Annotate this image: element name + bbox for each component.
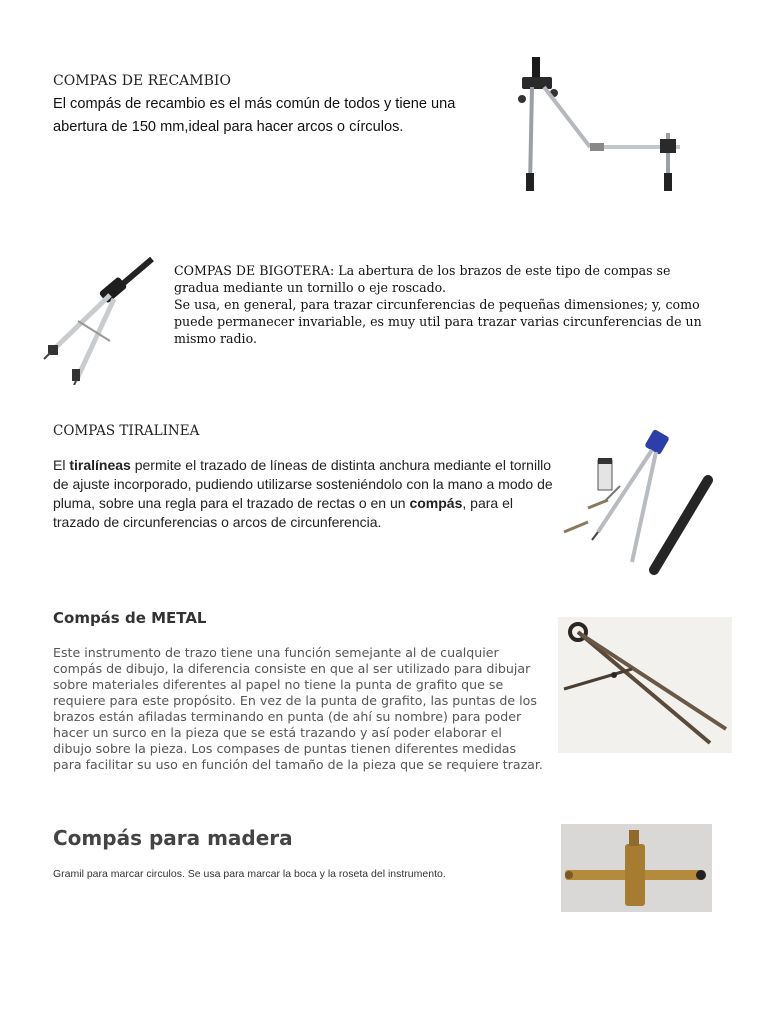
tiralinea-text-start: El <box>53 457 70 473</box>
bow-compass-photo <box>40 253 160 385</box>
tiralinea-text-end: , para el trazado de circunferencias o arcos de circunferencia. <box>53 495 513 530</box>
metal-text: Este instrumento de trazo tiene una función semejante al de cualquier compás de dibujo, la diferencia consiste en que al ser utilizado para dibujar sobre materiales diferentes al papel no tiene la punta de grafito que se requiere para este propósito. En vez de la punta de grafito, las puntas de los brazos están afiladas terminando en punta (de ahí su nombre) para poder hacer un surco en la pieza que se está trazando y así poder elaborar el dibujo sobre la pieza. Los compases de puntas tienen diferentes medidas para facilitar su uso en función del tamaño de la pieza que se requiere trazar. <box>53 645 543 772</box>
tiralinea-bold-compas: compás <box>409 495 463 511</box>
madera-heading: Compás para madera <box>53 826 293 850</box>
bigotera-text-1: La abertura de los brazos de este tipo de compas se gradua mediante un tornillo o eje roscado. <box>174 263 671 295</box>
madera-text: Gramil para marcar circulos. Se usa para marcar la boca y la roseta del instrumento. <box>53 868 446 880</box>
ruling-pen-compass-photo <box>558 428 718 578</box>
recambio-heading: COMPAS DE RECAMBIO <box>53 73 231 89</box>
bigotera-heading: COMPAS DE BIGOTERA: <box>174 263 335 278</box>
tiralinea-paragraph <box>53 456 553 532</box>
metal-heading: Compás de METAL <box>53 609 207 627</box>
tiralinea-text-mid: permite el trazado de líneas de distinta anchura mediante el tornillo de ajuste incorporado, pudiendo utilizarse sosteniéndolo con la mano a modo de pluma, sobre una regla para el trazado de rectas o en un <box>53 457 553 511</box>
beam-compass-photo <box>510 55 705 200</box>
wood-gauge-photo <box>561 824 712 912</box>
bigotera-paragraph <box>174 262 719 347</box>
bigotera-text-2: Se usa, en general, para trazar circunferencias de pequeñas dimensiones; y, como puede permanecer invariable, es muy util para trazar varias circunferencias de un mismo radio. <box>174 297 702 346</box>
tiralinea-bold-tiralineas: tiralíneas <box>69 457 131 473</box>
recambio-text: El compás de recambio es el más común de todos y tiene una abertura de 150 mm,ideal para hacer arcos o círculos. <box>53 96 456 135</box>
metal-dividers-photo <box>558 617 732 753</box>
tiralinea-heading: COMPAS TIRALINEA <box>53 423 200 439</box>
